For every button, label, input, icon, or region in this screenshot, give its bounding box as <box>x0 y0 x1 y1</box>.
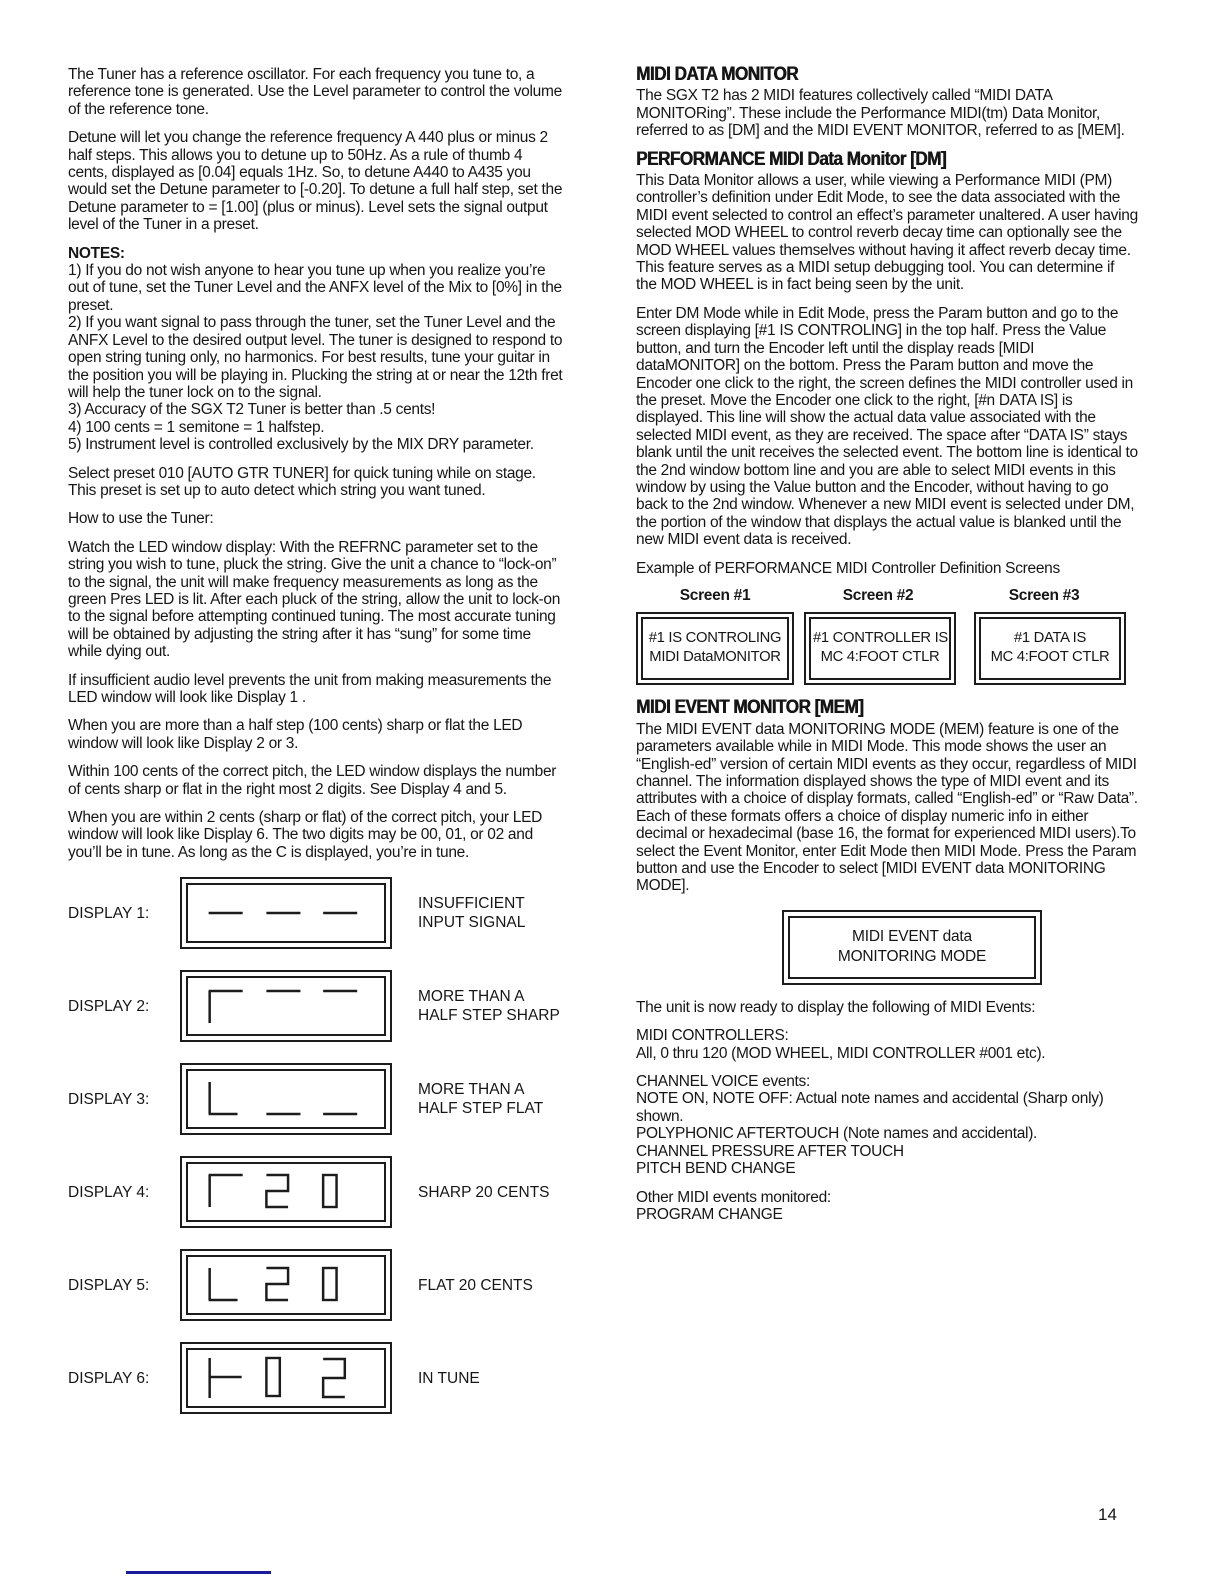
mem-mode-display: MIDI EVENT data MONITORING MODE <box>788 916 1036 979</box>
led-glyph-sharp-20 <box>188 1164 384 1220</box>
paragraph-dm-instructions: Enter DM Mode while in Edit Mode, press the Param button and go to the screen displaying [#1 IS CONTROLING] in the top half. Press the Value button, and turn the Encoder left until the display reads [MIDI dataMONITOR] on the bottom. Press the Param button and move the Encoder one click to the right, the screen defines the MIDI controller used in the preset. Move the Encoder one click to the right, [#n DATA IS] is displayed. This line will show the actual data value associated with the selected MIDI event, as they are received. The space after “DATA IS” stays blank until the unit receives the selected event. The bottom line is identical to the 2nd window bottom line and you are able to select MIDI events in this window by using the Value button and the Encoder, without having to go back to the 2nd window. Whenever a new MIDI event is selected under DM, the portion of the window that displays the actual value is blanked until the new MIDI event data is received. <box>636 304 1138 549</box>
paragraph-within-100: Within 100 cents of the correct pitch, the LED window displays the number of cents sharp or flat in the right most 2 digits. See Display 4 and 5. <box>68 763 557 798</box>
screen-2-box <box>804 612 956 685</box>
heading-midi-event-monitor: MIDI EVENT MONITOR [MEM] <box>636 696 864 719</box>
mem-mode-box <box>782 910 1042 985</box>
right-column <box>636 63 1138 1435</box>
heading-midi-data-monitor: MIDI DATA MONITOR <box>636 63 798 85</box>
paragraph-insufficient: If insufficient audio level prevents the unit from making measurements the LED window will look like Display 1 . <box>68 671 552 706</box>
display-1-box <box>180 877 392 949</box>
display-1-window <box>186 883 386 943</box>
display-2-label: DISPLAY 2: <box>68 997 150 1015</box>
display-row-6 <box>68 1342 564 1414</box>
paragraph-watch-led: Watch the LED window display: With the REFRNC parameter set to the string you wish to tune, pluck the string. Give the unit a chance to “lock-on” to the signal, the unit will make frequency measurements as long as the green Pres LED is lit. After each pluck of the string, allow the unit to lock-on to the signal before attempting continued tuning. The most accurate tuning will be obtained by adjusting the string after it has “sung” for some time while dying out. <box>68 538 561 661</box>
paragraph-how-to-use: How to use the Tuner: <box>68 510 214 528</box>
display-row-5 <box>68 1249 564 1321</box>
left-column <box>68 66 564 1435</box>
display-3-window <box>186 1069 386 1129</box>
display-5-caption: FLAT 20 CENTS <box>418 1276 533 1294</box>
display-4-caption: SHARP 20 CENTS <box>418 1183 550 1201</box>
paragraph-within-2: When you are within 2 cents (sharp or flat) of the correct pitch, your LED window will look like Display 6. The two digits may be 00, 01, or 02 and you’ll be in tune. As long as the C is displayed, you’re in tune. <box>68 809 543 861</box>
channel-voice-line-1: NOTE ON, NOTE OFF: Actual note names and accidental (Sharp only) shown. <box>636 1090 1104 1125</box>
display-5-box <box>180 1249 392 1321</box>
note-item-5: 5) Instrument level is controlled exclusively by the MIX DRY parameter. <box>68 436 534 454</box>
display-2-box <box>180 970 392 1042</box>
display-4-box <box>180 1156 392 1228</box>
display-3-label: DISPLAY 3: <box>68 1090 150 1108</box>
display-5-window <box>186 1255 386 1315</box>
screen-labels-row <box>636 587 1138 604</box>
page-number: 14 <box>1098 1505 1117 1524</box>
display-6-box <box>180 1342 392 1414</box>
display-1-label: DISPLAY 1: <box>68 904 150 922</box>
note-item-1: 1) If you do not wish anyone to hear you tune up when you realize you’re out of tune, set the Tuner Level and the ANFX level of the Mix to [0%] in the preset. <box>68 262 562 314</box>
led-glyph-intune-02 <box>188 1350 384 1406</box>
screen-1-box <box>636 612 794 685</box>
screen-3-title: Screen #3 <box>1008 586 1080 604</box>
display-4-window <box>186 1162 386 1222</box>
other-events-line: PROGRAM CHANGE <box>636 1205 783 1223</box>
note-item-4: 4) 100 cents = 1 semitone = 1 halfstep. <box>68 418 325 436</box>
heading-performance-midi-dm: PERFORMANCE MIDI Data Monitor [DM] <box>636 147 946 170</box>
display-6-label: DISPLAY 6: <box>68 1369 150 1387</box>
screens-row <box>636 612 1138 685</box>
screen-2-title: Screen #2 <box>842 586 914 604</box>
paragraph-ready-to-display: The unit is now ready to display the following of MIDI Events: <box>636 998 1036 1016</box>
screen-3-box <box>974 612 1126 685</box>
notes-heading: NOTES: <box>68 244 125 262</box>
display-6-window <box>186 1348 386 1408</box>
led-glyph-flat-20 <box>188 1257 384 1313</box>
led-display-examples <box>68 877 564 1414</box>
other-events-heading: Other MIDI events monitored: <box>636 1188 831 1206</box>
paragraph-midi-features: The SGX T2 has 2 MIDI features collectively called “MIDI DATA MONITORing”. These include the Performance MIDI(tm) Data Monitor, referred to as [DM] and the MIDI EVENT MONITOR, referred to as [MEM]. <box>636 87 1125 140</box>
paragraph-detune: Detune will let you change the reference frequency A 440 plus or minus 2 half steps. This allows you to detune up to 50Hz. As a rule of thumb 4 cents, displayed as [0.04] equals 1Hz. So, to detune A440 to A435 you would set the Detune parameter to [-0.20]. To detune a full half step, set the Detune parameter to = [1.00] (plus or minus). Level sets the signal output level of the Tuner in a preset. <box>68 129 563 234</box>
display-2-caption: MORE THAN A HALF STEP SHARP <box>418 988 560 1025</box>
channel-voice-line-4: PITCH BEND CHANGE <box>636 1160 796 1178</box>
display-6-caption: IN TUNE <box>418 1369 480 1387</box>
midi-controllers-line: All, 0 thru 120 (MOD WHEEL, MIDI CONTROLLER #001 etc). <box>636 1044 1046 1062</box>
display-1-caption: INSUFFICIENT INPUT SIGNAL <box>418 895 526 932</box>
display-5-label: DISPLAY 5: <box>68 1276 150 1294</box>
paragraph-preset-010: Select preset 010 [AUTO GTR TUNER] for quick tuning while on stage. This preset is set up to auto detect which string you want tuned. <box>68 464 536 499</box>
display-row-2 <box>68 970 564 1042</box>
display-3-caption: MORE THAN A HALF STEP FLAT <box>418 1081 544 1118</box>
channel-voice-heading: CHANNEL VOICE events: <box>636 1073 811 1091</box>
led-glyph-dashes-mid <box>188 885 384 941</box>
paragraph-example-screens: Example of PERFORMANCE MIDI Controller Definition Screens <box>636 559 1060 577</box>
led-glyph-sharp-dashes <box>188 978 384 1034</box>
paragraph-half-step: When you are more than a half step (100 cents) sharp or flat the LED window will look like Display 2 or 3. <box>68 717 523 752</box>
led-glyph-flat-dashes <box>188 1071 384 1127</box>
screen-3-display: #1 DATA IS MC 4:FOOT CTLR <box>979 617 1121 680</box>
display-3-box <box>180 1063 392 1135</box>
midi-controllers-heading: MIDI CONTROLLERS: <box>636 1027 789 1045</box>
display-row-3 <box>68 1063 564 1135</box>
paragraph-dm-overview: This Data Monitor allows a user, while viewing a Performance MIDI (PM) controller’s definition under Edit Mode, to see the data associated with the MIDI event selected to control an effect’s parameter unaltered. A user having selected MOD WHEEL to control reverb decay time can optionally see the MOD WHEEL values themselves without having it affect reverb decay time. This feature serves as a MIDI setup debugging tool. You can determine if the MOD WHEEL is in fact being seen by the unit. <box>636 172 1138 294</box>
display-row-4 <box>68 1156 564 1228</box>
channel-voice-line-2: POLYPHONIC AFTERTOUCH (Note names and accidental). <box>636 1125 1038 1143</box>
note-item-3: 3) Accuracy of the SGX T2 Tuner is better than .5 cents! <box>68 401 436 419</box>
display-row-1 <box>68 877 564 949</box>
screen-2-display: #1 CONTROLLER IS MC 4:FOOT CTLR <box>809 617 951 680</box>
screen-1-display: #1 IS CONTROLING MIDI DataMONITOR <box>641 617 789 680</box>
note-item-2: 2) If you want signal to pass through the tuner, set the Tuner Level and the ANFX Level to the desired output level. The tuner is designed to respond to open string tuning only, no harmonics. For best results, tune your guitar in the position you will be playing in. Plucking the string at or near the 12th fret will help the tuner lock on to the signal. <box>68 314 563 401</box>
footer-accent-line <box>126 1571 271 1574</box>
display-4-label: DISPLAY 4: <box>68 1183 150 1201</box>
paragraph-mem-overview: The MIDI EVENT data MONITORING MODE (MEM) feature is one of the parameters available while in MIDI Mode. This mode shows the user an “English-ed” version of certain MIDI events as they occur, regardless of MIDI channel. The information displayed shows the type of MIDI event and its attributes with a choice of display formats, called “English-ed” or “Raw Data”. Each of these formats offers a choice of display numeric info in either decimal or hexadecimal (base 16, the format for experienced MIDI users).To select the Event Monitor, enter Edit Mode then MIDI Mode. Press the Param button and use the Encoder to select [MIDI EVENT data MONITORING MODE]. <box>636 720 1138 895</box>
paragraph-tuner-reference: The Tuner has a reference oscillator. For each frequency you tune to, a reference tone is generated. Use the Level parameter to control the volume of the reference tone. <box>68 66 562 118</box>
screen-1-title: Screen #1 <box>679 586 751 604</box>
channel-voice-line-3: CHANNEL PRESSURE AFTER TOUCH <box>636 1142 904 1160</box>
display-2-window <box>186 976 386 1036</box>
